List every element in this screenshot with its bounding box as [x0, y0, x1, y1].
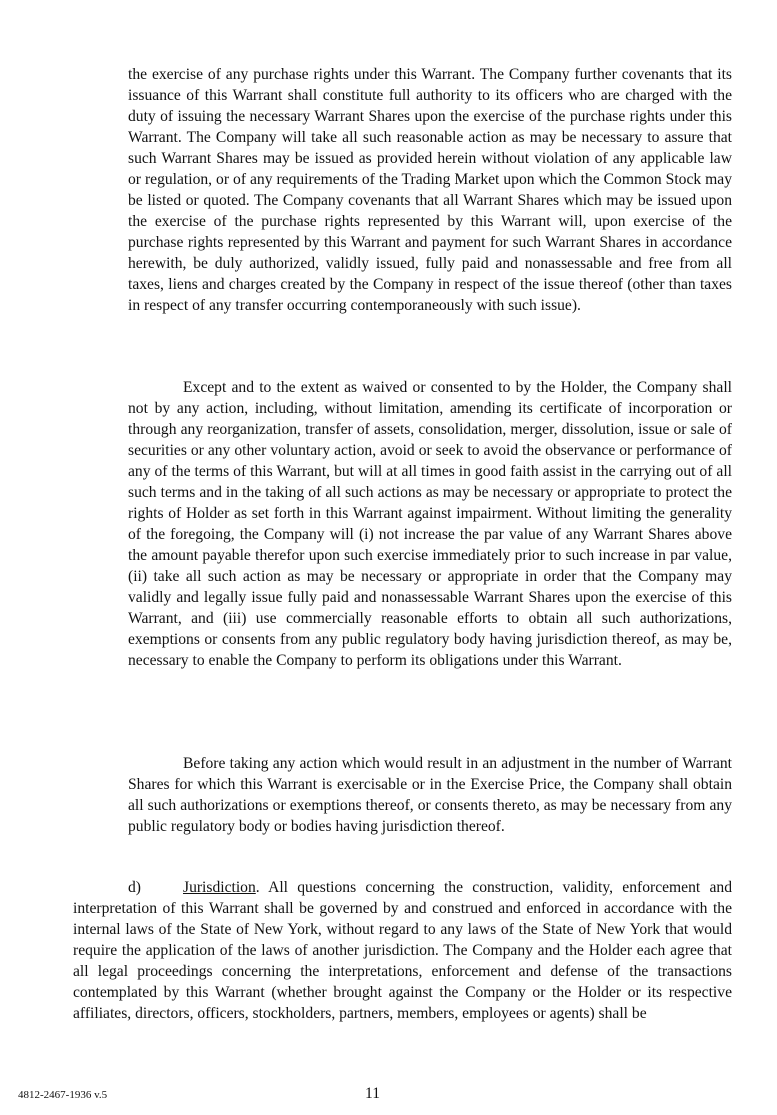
paragraph-covenants-continued: the exercise of any purchase rights under this Warrant. The Company further covenants that its issuance of this Warrant shall constitute full authority to its officers who are charged with the duty of issuing the necessary Warrant Shares upon the exercise of the purchase rights under this Warrant. The Company will take all such reasonable action as may be necessary to assure that such Warrant Shares may be issued as provided herein without violation of any applicable law or regulation, or of any requirements of the Trading Market upon which the Common Stock may be listed or quoted. The Company covenants that all Warrant Shares which may be issued upon the exercise of the purchase rights represented by this Warrant will, upon exercise of the purchase rights represented by this Warrant and payment for such Warrant Shares in accordance herewith, be duly authorized, validly issued, fully paid and nonassessable and free from all taxes, liens and charges created by the Company in respect of the issue thereof (other than taxes in respect of any transfer occurring contemporaneously with such issue).: [128, 66, 732, 314]
paragraph-text: Before taking any action which would result in an adjustment in the number of Warrant Shares for which this Warrant is exercisable or in the Exercise Price, the Company shall obtain all such authorizations or exemptions thereof, or consents thereto, as may be necessary from any public regulatory body or bodies having jurisdiction thereof.: [128, 755, 732, 835]
page-number: 11: [365, 1085, 381, 1102]
section-body: . All questions concerning the construction, validity, enforcement and interpretation of this Warrant shall be governed by and construed and enforced in accordance with the internal laws of the State of New York, without regard to any laws of the State of New York that would require the application of the laws of another jurisdiction. The Company and the Holder each agree that all legal proceedings concerning the interpretations, enforcement and defense of the transactions contemplated by this Warrant (whether brought against the Company or the Holder or its respective affiliates, directors, officers, stockholders, partners, members, employees or agents) shall be: [73, 879, 732, 1022]
section-label: d): [128, 879, 141, 896]
paragraph-authorizations: [128, 753, 732, 837]
paragraph-text: Except and to the extent as waived or consented to by the Holder, the Company shall not by any action, including, without limitation, amending its certificate of incorporation or through any reorganization, transfer of assets, consolidation, merger, dissolution, issue or sale of securities or any other voluntary action, avoid or seek to avoid the observance or performance of any of the terms of this Warrant, but will at all times in good faith assist in the carrying out of all such terms and in the taking of all such actions as may be necessary or appropriate to protect the rights of Holder as set forth in this Warrant against impairment. Without limiting the generality of the foregoing, the Company will (i) not increase the par value of any Warrant Shares above the amount payable therefor upon such exercise immediately prior to such increase in par value, (ii) take all such action as may be necessary or appropriate in order that the Company may validly and legally issue fully paid and nonassessable Warrant Shares upon the exercise of this Warrant, and (iii) use commercially reasonable efforts to obtain all such authorizations, exemptions or consents from any public regulatory body having jurisdiction thereof, as may be, necessary to enable the Company to perform its obligations under this Warrant.: [128, 379, 732, 669]
section-d-jurisdiction: [73, 877, 732, 1024]
document-id: 4812-2467-1936 v.5: [18, 1089, 108, 1101]
section-heading: Jurisdiction: [183, 879, 256, 896]
paragraph-non-circumvention: [128, 377, 732, 671]
